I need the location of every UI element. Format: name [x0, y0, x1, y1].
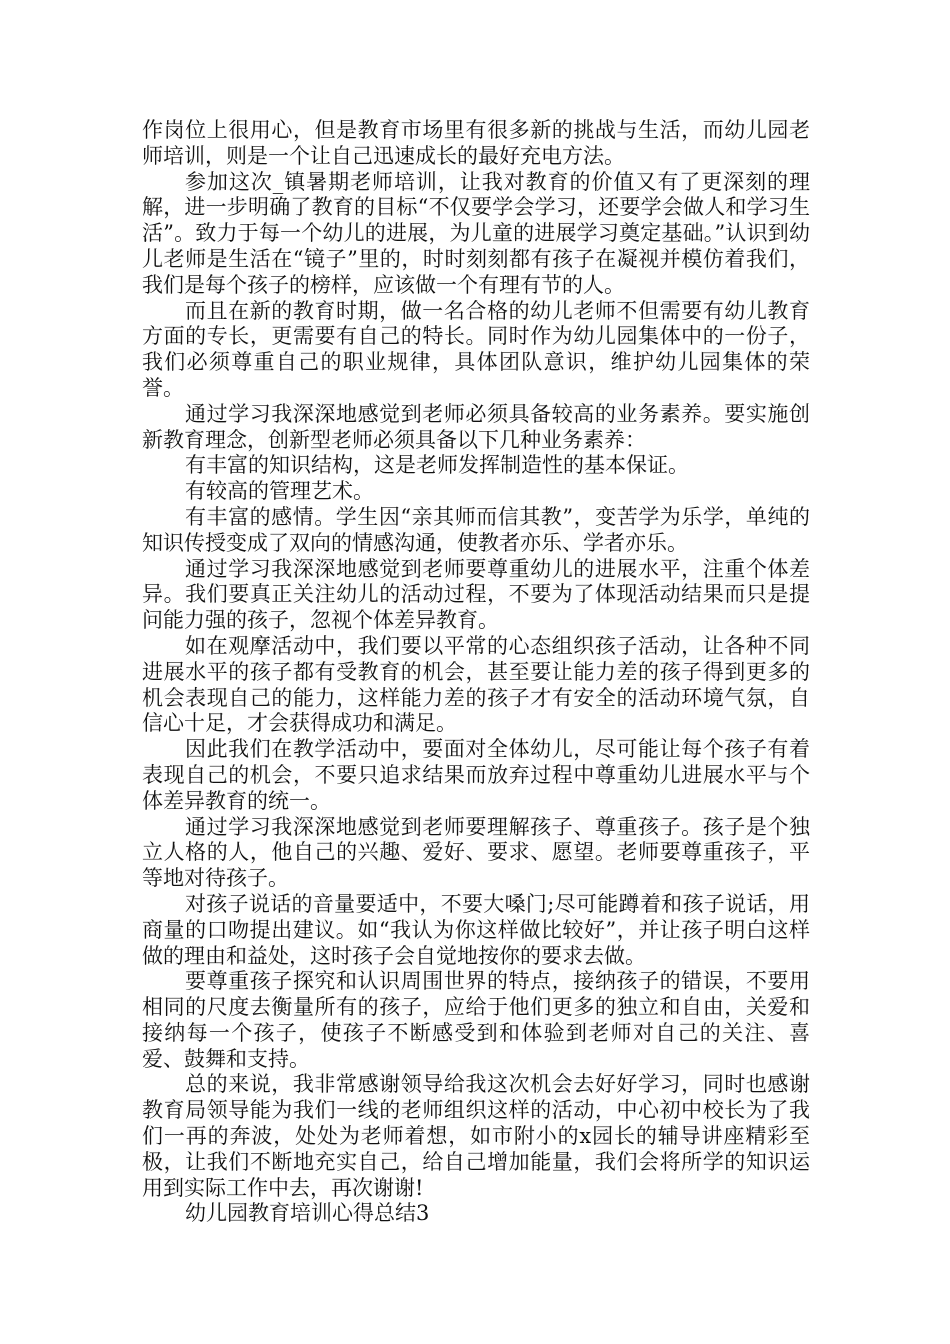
paragraph: 通过学习我深深地感觉到老师必须具备较高的业务素养。要实施创新教育理念，创新型老师必须具备以下几种业务素养：	[142, 401, 810, 452]
paragraph: 总的来说，我非常感谢领导给我这次机会去好好学习，同时也感谢教育局领导能为我们一线的老师组织这样的活动，中心初中校长为了我们一再的奔波，处处为老师着想，如市附小的x园长的辅导讲座精彩至极，让我们不断地充实自己，给自己增加能量，我们会将所学的知识运用到实际工作中去，再次谢谢!	[142, 1072, 810, 1200]
list-item-paragraph: 有丰富的知识结构，这是老师发挥制造性的基本保证。	[185, 453, 689, 478]
paragraph: 因此我们在教学活动中，要面对全体幼儿，尽可能让每个孩子有着表现自己的机会，不要只追求结果而放弃过程中尊重幼儿进展水平与个体差异教育的统一。	[142, 737, 810, 813]
paragraph-continuation: 作岗位上很用心，但是教育市场里有很多新的挑战与生活，而幼儿园老师培训，则是一个让自己迅速成长的最好充电方法。	[142, 118, 810, 168]
section-heading: 幼儿园教育培训心得总结3	[185, 1201, 430, 1226]
paragraph: 如在观摩活动中，我们要以平常的心态组织孩子活动，让各种不同进展水平的孩子都有受教育的机会，甚至要让能力差的孩子得到更多的机会表现自己的能力，这样能力差的孩子才有安全的活动环境气氛，自信心十足，才会获得成功和满足。	[142, 633, 810, 736]
paragraph: 通过学习我深深地感觉到老师要尊重幼儿的进展水平，注重个体差异。我们要真正关注幼儿的活动过程，不要为了体现活动结果而只是提问能力强的孩子，忽视个体差异教育。	[142, 556, 810, 633]
paragraph: 要尊重孩子探究和认识周围世界的特点，接纳孩子的错误，不要用相同的尺度去衡量所有的孩子，应给于他们更多的独立和自由，关爱和接纳每一个孩子，使孩子不断感受到和体验到老师对自己的关注、喜爱、鼓舞和支持。	[142, 969, 810, 1071]
paragraph: 对孩子说话的音量要适中，不要大嗓门;尽可能蹲着和孩子说话，用商量的口吻提出建议。如“我认为你这样做比较好”，并让孩子明白这样做的理由和益处，这时孩子会自觉地按你的要求去做。	[142, 891, 810, 968]
paragraph: 通过学习我深深地感觉到老师要理解孩子、尊重孩子。孩子是个独立人格的人，他自己的兴趣、爱好、要求、愿望。老师要尊重孩子，平等地对待孩子。	[142, 814, 810, 891]
list-item-paragraph: 有较高的管理艺术。	[185, 479, 374, 504]
list-item-paragraph: 有丰富的感情。学生因“亲其师而信其教”，变苦学为乐学，单纯的知识传授变成了双向的情感沟通，使教者亦乐、学者亦乐。	[142, 504, 810, 555]
document-body	[142, 118, 810, 1227]
paragraph: 而且在新的教育时期，做一名合格的幼儿老师不但需要有幼儿教育方面的专长，更需要有自己的特长。同时作为幼儿园集体中的一份子，我们必须尊重自己的职业规律，具体团队意识，维护幼儿园集体的荣誉。	[142, 298, 810, 400]
paragraph: 参加这次_镇暑期老师培训，让我对教育的价值又有了更深刻的理解，进一步明确了教育的目标“不仅要学会学习，还要学会做人和学习生活”。致力于每一个幼儿的进展，为儿童的进展学习奠定基础。”认识到幼儿老师是生活在“镜子”里的，时时刻刻都有孩子在凝视并模仿着我们，我们是每个孩子的榜样，应该做一个有理有节的人。	[142, 169, 810, 297]
